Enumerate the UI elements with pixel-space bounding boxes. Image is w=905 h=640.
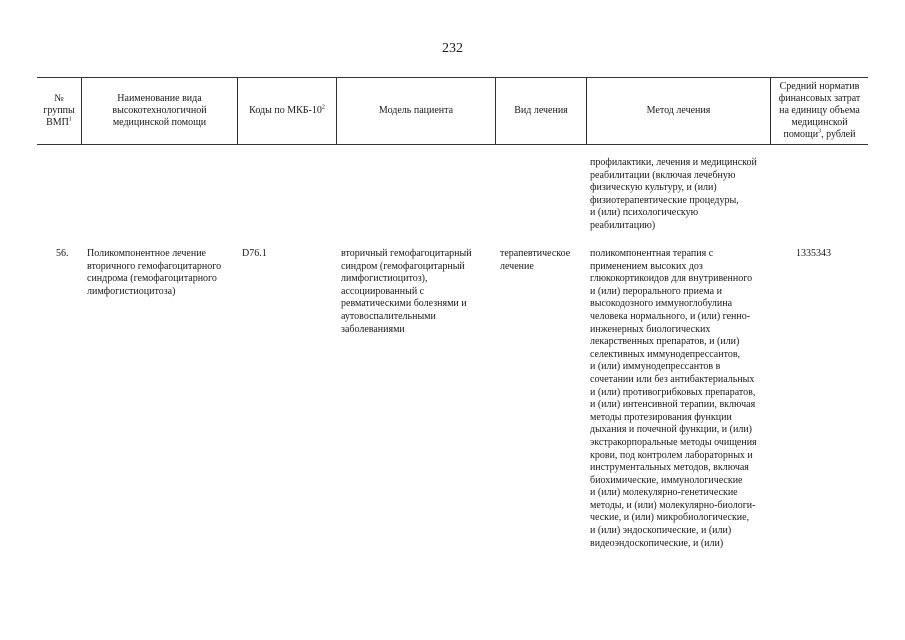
row-treatment-method: поликомпонентная терапия с применением высоких доз глюкокортикоидов для внутривенного и (или) перорального приема и высокодозного иммуноглобулина человека нормального, и (или) генно- инженерных биологических лекарственных препаратов, и (или) селективных иммунодепрессантов, и (или) иммунодепрессантов в сочетании или без антибактериальных и (или) противогрибковых препаратов, и (или) интенсивной терапии, включая методы протезирования функции дыхания и почечной функции, и (или) экстракорпоральные методы очищения крови, под контролем лабораторных и инструментальных методов, включая биохимические, иммунологические и (или) молекулярно-генетические методы, и (или) молекулярно-биологи- ческие, и (или) микробиологические, и (или) эндоскопические, и (или) видеоэндоскопические, и (или) xyxy=(590,248,757,549)
row-treatment-type: терапевтическое лечение xyxy=(500,248,571,272)
row-care-type-name: Поликомпонентное лечение вторичного гемофагоцитарного синдрома (гемофагоцитарного лимфогистиоцитоза) xyxy=(87,248,222,297)
row-group-number: 56. xyxy=(56,248,69,259)
header-patient-model: Модель пациента xyxy=(378,104,454,116)
header-treatment-type: Вид лечения xyxy=(514,104,568,116)
continuation-method-text: профилактики, лечения и медицинской реабилитации (включая лечебную физическую культуру, и (или) физиотерапевтические процедуры, и (или) психологическую реабилитацию) xyxy=(590,157,757,231)
row-average-cost: 1335343 xyxy=(796,248,831,259)
header-icd-codes: Коды по МКБ-$10^2$ xyxy=(249,104,325,116)
table-header-bottom-border xyxy=(37,144,868,145)
header-treatment-method: Метод лечения xyxy=(646,104,711,116)
header-group-number: № группы ВМП$^1$ xyxy=(43,92,75,128)
page-number: 232 xyxy=(442,41,463,56)
row-patient-model: вторичный гемофагоцитарный синдром (гемофагоцитарный лимфогистиоцитоз), ассоциированный с ревматическими болезнями и аутовоспалительными заболеваниями xyxy=(341,248,472,335)
header-care-type-name: Наименование вида высокотехнологичной медицинской помощи xyxy=(112,92,207,128)
row-icd-code: D76.1 xyxy=(242,248,267,259)
header-average-cost: Средний норматив финансовых затрат на единицу объема медицинской помощи$^3$, рублей xyxy=(778,80,861,140)
